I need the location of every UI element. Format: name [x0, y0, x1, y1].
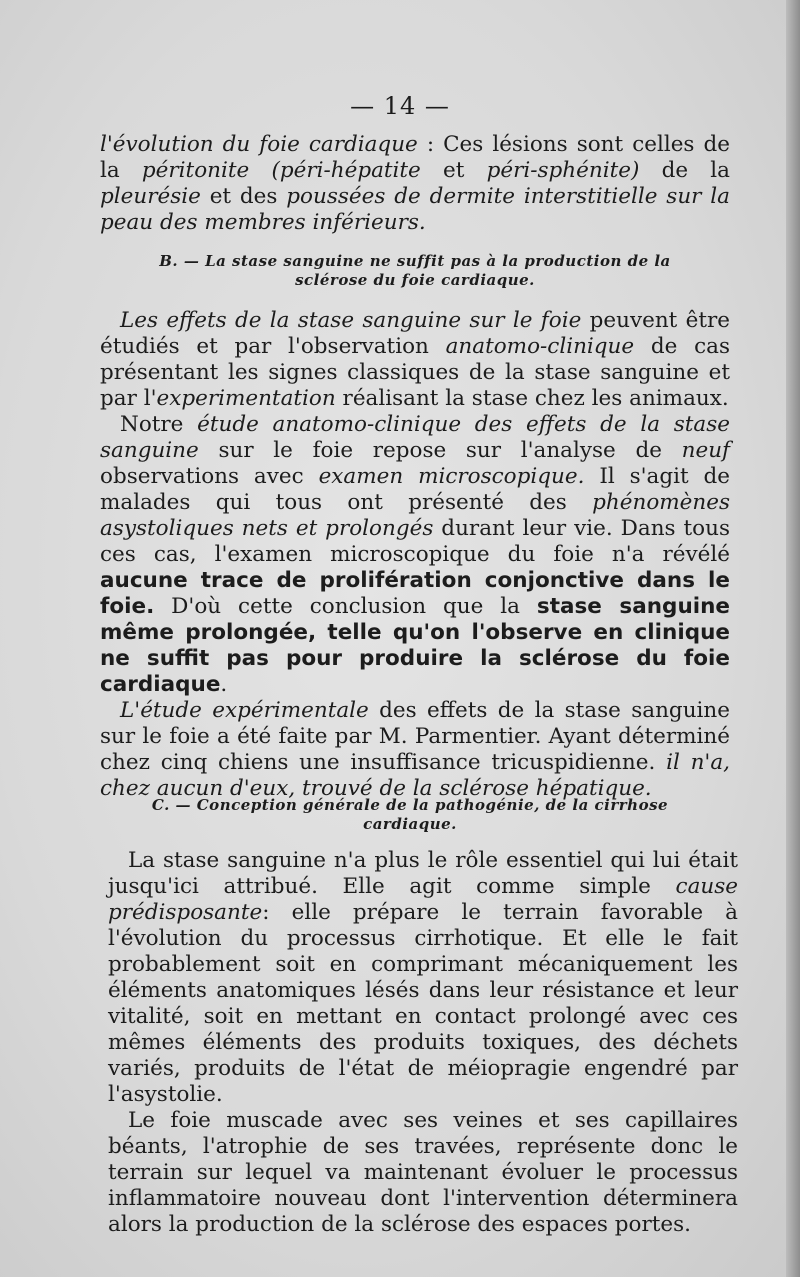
section-b-body: [100, 308, 730, 802]
page-edge-shadow: [786, 0, 800, 1277]
intro-block: [100, 132, 730, 236]
section-c-paragraph-1: La stase sanguine n'a plus le rôle essentiel qui lui était jusqu'ici attribué. Elle agit comme simple cause prédisposante: elle prépare le terrain favorable à l'évolution du processus cirrhotique. Et elle le fait probablement soit en comprimant mécaniquement les éléments anatomiques lésés dans leur résistance et leur vitalité, soit en mettant en contact prolongé avec ces mêmes éléments des produits toxiques, des déchets variés, produits de l'état de méiopragie engendré par l'asystolie.: [108, 848, 738, 1107]
section-c-paragraph-2: Le foie muscade avec ses veines et ses capillaires béants, l'atrophie de ses travées, représente donc le terrain sur lequel va maintenant évoluer le processus inflammatoire nouveau dont l'intervention déterminera alors la production de la sclérose des espaces portes.: [108, 1108, 738, 1237]
section-b-paragraph-2: Notre étude anatomo-clinique des effets de la stase sanguine sur le foie repose sur l'analyse de neuf observations avec examen microscopique. Il s'agit de malades qui tous ont présenté des phénomènes asystoliques nets et prolongés durant leur vie. Dans tous ces cas, l'examen microscopique du foie n'a révélé aucune trace de prolifération conjonctive dans le foie. D'où cette conclusion que la stase sanguine même prolongée, telle qu'on l'observe en clinique ne suffit pas pour produire la sclérose du foie cardiaque.: [100, 412, 731, 697]
section-c-heading-block: [130, 796, 690, 834]
section-b-paragraph-1: Les effets de la stase sanguine sur le foie peuvent être étudiés et par l'observation anatomo-clinique de cas présentant les signes classiques de la stase sanguine et par l'experimentation réalisant la stase chez les animaux.: [100, 308, 730, 411]
section-b-paragraph-3: L'étude expérimentale des effets de la stase sanguine sur le foie a été faite par M. Parmentier. Ayant déterminé chez cinq chiens une insuffisance tricuspidienne. il n'a, chez aucun d'eux, trouvé de la sclérose hépatique.: [100, 698, 730, 801]
intro-paragraph: l'évolution du foie cardiaque : Ces lésions sont celles de la péritonite (péri-hépatite et péri-sphénite) de la pleurésie et des poussées de dermite interstitielle sur la peau des membres inférieurs.: [100, 132, 730, 235]
section-b-heading: B. — La stase sanguine ne suffit pas à la production de la sclérose du foie cardiaque.: [159, 252, 671, 289]
section-b-heading-block: [150, 252, 680, 290]
section-c-heading: C. — Conception générale de la pathogénie, de la cirrhose cardiaque.: [151, 796, 669, 833]
page-number: — 14 —: [350, 92, 450, 120]
section-c-body: [108, 848, 738, 1238]
